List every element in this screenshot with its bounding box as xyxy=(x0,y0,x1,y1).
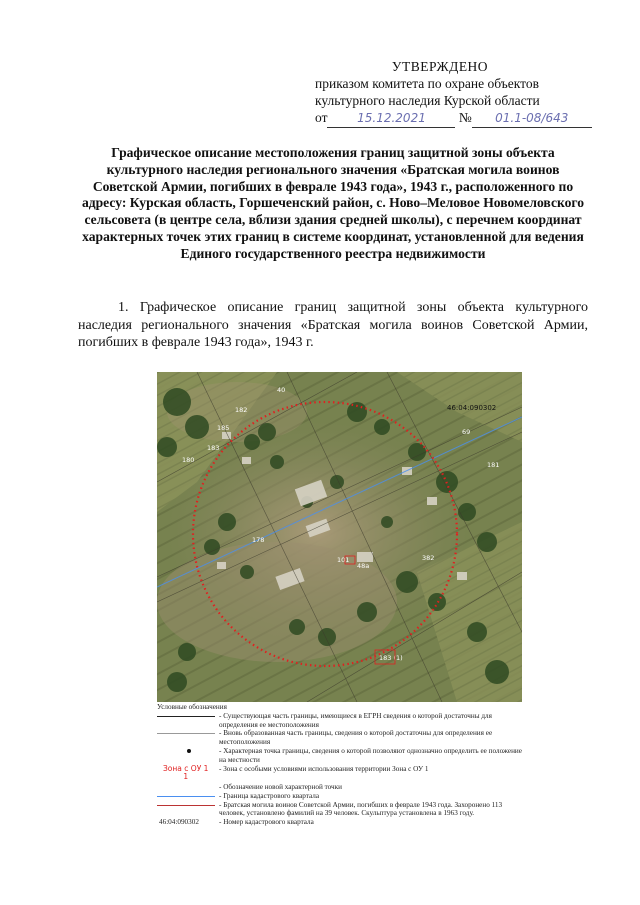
approval-line-1: приказом комитета по охране объектов xyxy=(315,76,539,91)
parcel-label: 181 xyxy=(487,461,500,469)
approval-date-number xyxy=(315,109,605,128)
legend-item xyxy=(157,818,522,827)
map-legend xyxy=(157,703,522,827)
legend-item xyxy=(157,792,522,801)
parcel-label: 180 xyxy=(182,456,195,464)
parcel-label: 40 xyxy=(277,386,286,394)
legend-item xyxy=(157,712,522,730)
legend-item-text: - Номер кадастрового квартала xyxy=(219,818,314,827)
legend-item xyxy=(157,729,522,747)
legend-item-text: - Существующая часть границы, имеющиеся в ЕГРН сведения о которой достаточны для определения ее местоположения xyxy=(219,711,492,729)
legend-item-text: - Братская могила воинов Советской Армии, погибших в феврале 1943 года. Захоронено 113 человек, установлено фамилий на 39 человек. Скульптура установлена в 1963 году. xyxy=(219,800,503,818)
aerial-map-svg xyxy=(157,372,522,702)
section-number: 1. xyxy=(118,300,129,315)
parcel-label: 185 xyxy=(217,424,230,432)
parcel-label: 382 xyxy=(422,554,435,562)
parcel-label: 178 xyxy=(252,536,265,544)
boundary-point-icon xyxy=(187,749,191,753)
aerial-map xyxy=(157,372,522,702)
parcel-label: 183 xyxy=(207,444,220,452)
approval-heading: УТВЕРЖДЕНО xyxy=(391,59,489,74)
legend-item xyxy=(157,783,522,792)
legend-item-text: - Граница кадастрового квартала xyxy=(219,791,320,800)
zone-label: Зона с ОУ 1 1 xyxy=(163,763,209,781)
kad-number-label: 46:04:090302 xyxy=(159,818,199,827)
approval-block xyxy=(315,58,605,128)
approval-line-2: культурного наследия Курской области xyxy=(315,93,540,108)
legend-item xyxy=(157,801,522,819)
section-text: Графическое описание границ защитной зоны объекта культурного наследия регионального значения «Братская могила воинов Советской Армии, погибших в феврале 1943 года», 1943 г. xyxy=(78,300,588,350)
legend-item xyxy=(157,747,522,765)
legend-item-text: - Обозначение новой характерной точки xyxy=(219,782,343,791)
parcel-label: 48а xyxy=(357,562,370,570)
number-label: № xyxy=(458,110,472,125)
parcel-label: 101 xyxy=(337,556,350,564)
legend-item-text: - Зона с особыми условиями использования территории Зона с ОУ 1 xyxy=(219,764,429,773)
legend-item-text: - Характерная точка границы, сведения о которой позволяют однозначно определить ее положение на местности xyxy=(219,746,522,764)
legend-title: Условные обозначения xyxy=(157,703,227,711)
from-label: от xyxy=(315,110,328,125)
document-title: Графическое описание местоположения границ защитной зоны объекта культурного наследия регионального значения «Братская могила воинов Советской Армии, погибших в феврале 1943 года», 1943 г., расположенного по адресу: Курская область, Горшеченский район, с. Ново–Меловое Новомеловского сельсовета (в центре села, вблизи здания средней школы), с перечнем координат характерных точек этих границ в системе координат, установленной для ведения Единого государственного реестра недвижимости xyxy=(81,145,585,261)
parcel-label: 182 xyxy=(235,406,248,414)
parcel-label: 183 (1) xyxy=(379,654,403,662)
legend-item xyxy=(157,765,522,783)
legend-item-text: - Вновь образованная часть границы, сведения о которой достаточны для определения ее местоположения xyxy=(219,729,493,747)
approval-date: 15.12.2021 xyxy=(357,111,426,125)
quarter-number-label: 46:04:090302 xyxy=(447,404,497,412)
section-1 xyxy=(78,299,588,352)
parcel-label: 69 xyxy=(462,428,471,436)
approval-number: 01.1-08/643 xyxy=(495,111,569,125)
